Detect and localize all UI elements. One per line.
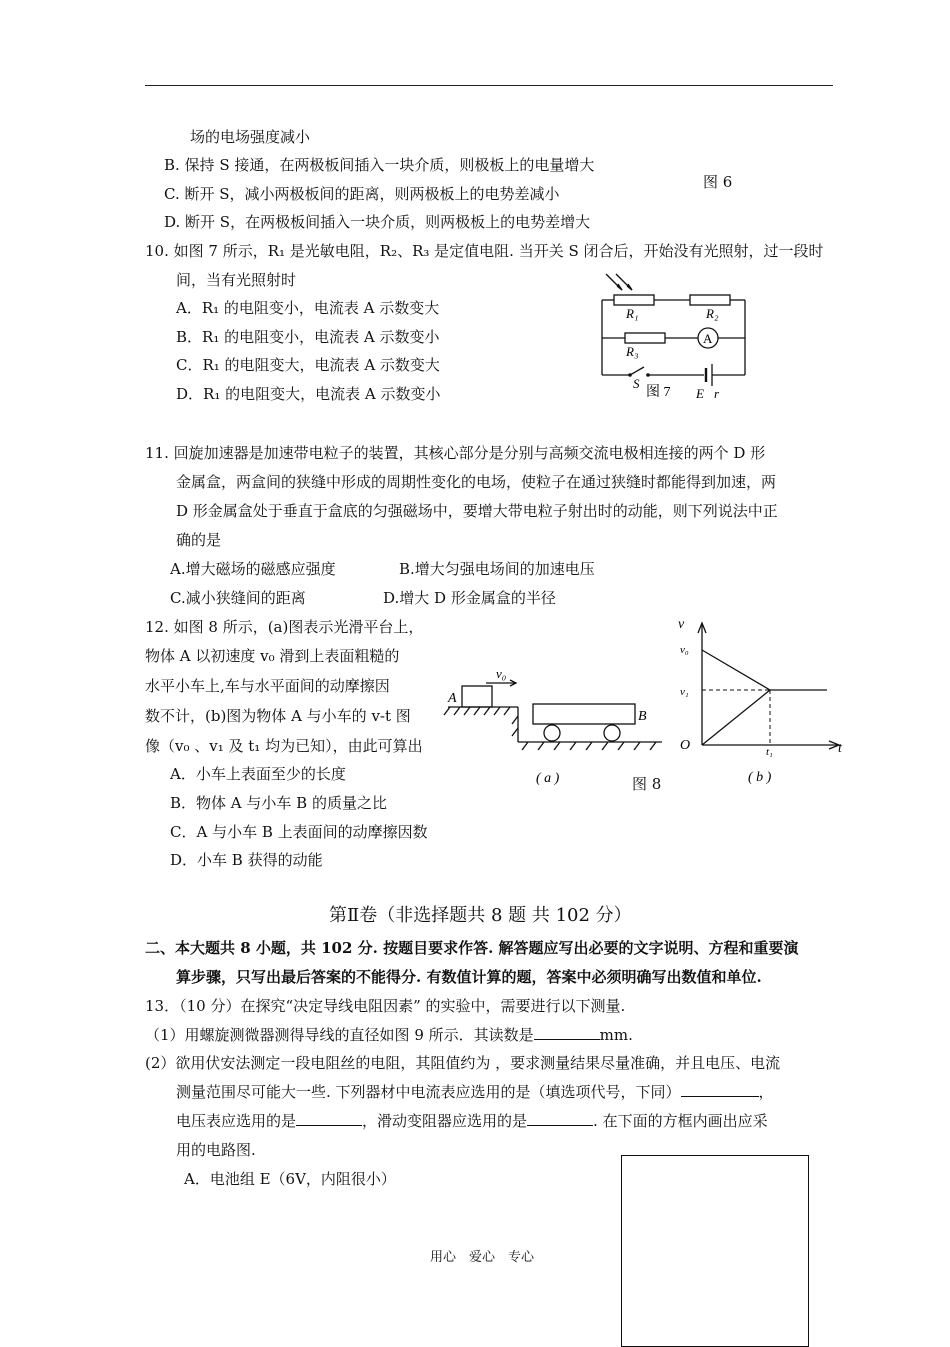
tick-v0: v₀ <box>680 644 689 656</box>
block-a-label: A <box>448 691 457 706</box>
q12-option-d: D．小车 B 获得的动能 <box>170 851 323 869</box>
label-r2: R₂ <box>706 306 719 321</box>
figure-8b-label: ( b ) <box>748 770 772 785</box>
q12-option-a: A．小车上表面至少的长度 <box>170 765 346 783</box>
q11-option-a: A.增大磁场的磁感应强度 <box>170 560 336 578</box>
q10-option-c: C．R₁ 的电阻变大，电流表 A 示数变大 <box>176 356 440 374</box>
figure-8-caption: 图 8 <box>632 775 662 793</box>
q12-stem-line1: 12. 如图 8 所示，(a)图表示光滑平台上， <box>145 618 424 636</box>
figure-6-caption: 图 6 <box>703 173 733 191</box>
q13-part2-rheostat-text: ，滑动变阻器应选用的是 <box>362 1112 528 1130</box>
q9-option-a-continuation: 场的电场强度减小 <box>190 128 311 146</box>
voltmeter-choice-blank[interactable] <box>296 1111 362 1126</box>
cart-b-label: B <box>638 709 647 724</box>
q13-part2-draw-text: . 在下面的方框内画出应采 <box>593 1112 768 1130</box>
v0-arrow-label: v₀ <box>496 666 507 681</box>
q13-stem: 13．（10 分）在探究“决定导线电阻因素” 的实验中，需要进行以下测量. <box>145 997 626 1015</box>
ammeter-choice-blank[interactable] <box>681 1082 759 1097</box>
q13-part1-unit: mm. <box>599 1026 633 1044</box>
q13-part2-line4: 用的电路图. <box>176 1141 256 1159</box>
q10-option-d: D．R₁ 的电阻变大，电流表 A 示数变小 <box>176 385 441 403</box>
q12-stem-line2: 物体 A 以初速度 v₀ 滑到上表面粗糙的 <box>145 647 400 665</box>
q11-option-c: C.减小狭缝间的距离 <box>170 589 306 607</box>
q13-equipment-a: A．电池组 E（6V，内阻很小） <box>184 1170 396 1188</box>
q9-option-d: D. 断开 S，在两极板间插入一块介质，则两极板上的电势差增大 <box>164 213 591 231</box>
header-rule <box>145 85 833 86</box>
label-switch: S <box>633 376 640 391</box>
figure-8a-label: ( a ) <box>536 771 560 786</box>
q13-part1-answer-blank[interactable] <box>534 1025 600 1040</box>
circuit-drawing-box[interactable] <box>621 1155 809 1347</box>
q11-stem-line2: 金属盒，两盒间的狭缝中形成的周期性变化的电场，使粒子在通过狭缝时都能得到加速，两 <box>176 473 777 491</box>
tick-v1: v₁ <box>680 686 689 698</box>
origin-label: O <box>680 738 691 753</box>
label-r1: R₁ <box>626 306 639 321</box>
q12-stem-line3: 水平小车上,车与水平面间的动摩擦因 <box>145 677 390 695</box>
label-internal-r: r <box>714 386 720 401</box>
q11-option-d: D.增大 D 形金属盒的半径 <box>383 589 556 607</box>
q11-option-b: B.增大匀强电场间的加速电压 <box>399 560 595 578</box>
tick-t1: t₁ <box>766 746 773 758</box>
page-footer: 用心 爱心 专心 <box>430 1250 535 1265</box>
q10-stem-line2: 间，当有光照射时 <box>176 271 297 289</box>
q13-part2-line2-text: 测量范围尽可能大一些. 下列器材中电流表应选用的是（填选项代号，下同） <box>176 1083 681 1101</box>
q13-part2-line2 <box>176 1082 774 1102</box>
q13-part2-voltmeter-text: 电压表应选用的是 <box>176 1112 297 1130</box>
switch-pivot <box>628 373 632 377</box>
switch-contact <box>646 373 650 377</box>
q13-part2-line1: (2）欲用伏安法测定一段电阻丝的电阻，其阻值约为 ，要求测量结果尽量准确，并且电压、电流 <box>145 1054 781 1072</box>
q9-option-b: B. 保持 S 接通，在两极板间插入一块介质，则极板上的电量增大 <box>164 156 595 174</box>
rheostat-choice-blank[interactable] <box>527 1111 593 1126</box>
label-r3: R₃ <box>626 344 639 359</box>
q12-stem-line5: 像（v₀ 、v₁ 及 t₁ 均为已知），由此可算出 <box>145 737 423 755</box>
q10-stem-line1: 10. 如图 7 所示，R₁ 是光敏电阻，R₂、R₃ 是定值电阻. 当开关 S 闭合后，开始没有光照射，过一段时 <box>145 242 824 260</box>
q13-part2-line2-comma: ， <box>758 1083 774 1101</box>
q12-option-b: B．物体 A 与小车 B 的质量之比 <box>170 794 387 812</box>
figure-7-caption: 图 7 <box>646 385 671 400</box>
ammeter-label: A <box>703 331 713 346</box>
q10-option-a: A．R₁ 的电阻变小，电流表 A 示数变大 <box>176 299 440 317</box>
q13-part2-line3 <box>176 1111 768 1131</box>
q10-option-b: B．R₁ 的电阻变小，电流表 A 示数变小 <box>176 328 440 346</box>
q11-stem-line4: 确的是 <box>176 531 222 549</box>
figure-7-circuit <box>590 272 760 404</box>
q11-stem-line3: D 形金属盒处于垂直于盒底的匀强磁场中，要增大带电粒子射出时的动能，则下列说法中正 <box>176 502 778 520</box>
axis-t-label: t <box>838 741 842 756</box>
q13-part1 <box>145 1025 633 1045</box>
section-2-instructions-line2: 算步骤，只写出最后答案的不能得分. 有数值计算的题，答案中必须明确写出数值和单位. <box>176 968 762 986</box>
q9-option-c: C. 断开 S，减小两极板间的距离，则两极板上的电势差减小 <box>164 185 560 203</box>
q13-part1-text: （1）用螺旋测微器测得导线的直径如图 9 所示．其读数是 <box>145 1026 534 1044</box>
section-2-instructions-line1: 二、本大题共 8 小题，共 102 分. 按题目要求作答. 解答题应写出必要的文字说明、方程和重要演 <box>145 939 799 957</box>
section-2-title: 第Ⅱ卷（非选择题共 8 题 共 102 分） <box>329 905 632 926</box>
q11-stem-line1: 11. 回旋加速器是加速带电粒子的装置，其核心部分是分别与高频交流电极相连接的两个 D 形 <box>145 444 766 462</box>
figure-8b-vt-graph <box>672 615 852 790</box>
axis-v-label: v <box>678 617 685 632</box>
q12-option-c: C．A 与小车 B 上表面间的动摩擦因数 <box>170 823 428 841</box>
q12-stem-line4: 数不计，(b)图为物体 A 与小车的 v-t 图 <box>145 707 411 725</box>
label-emf: E <box>696 386 704 401</box>
